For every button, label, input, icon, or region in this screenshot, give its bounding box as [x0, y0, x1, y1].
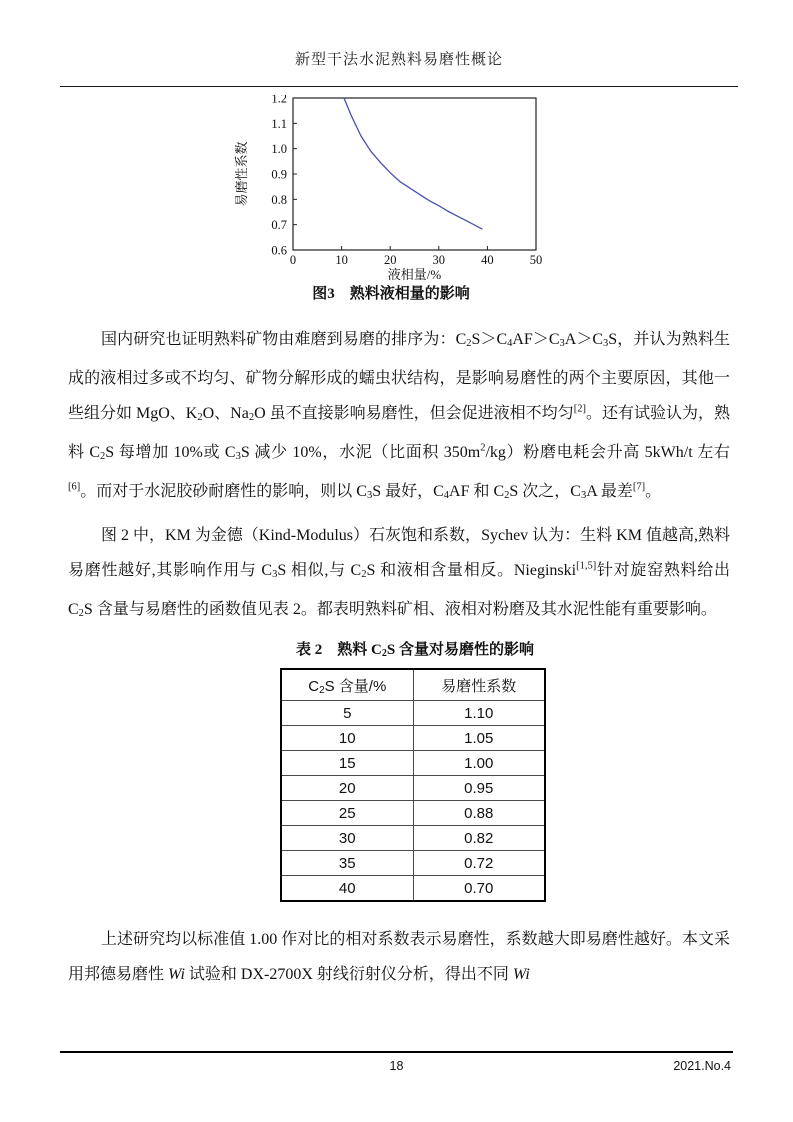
text-run: S 含量/%	[324, 677, 387, 695]
page-number: 18	[389, 1059, 404, 1073]
table-2-title	[280, 639, 550, 665]
text-run: 3	[559, 338, 565, 349]
text-run: [2]	[573, 403, 586, 415]
coefficient-cell: 1.00	[413, 751, 545, 776]
c2s-content-cell: 40	[281, 876, 413, 902]
paragraph-3	[68, 922, 730, 992]
text-run: 2	[504, 490, 510, 501]
column-header-c2s-content	[281, 669, 413, 701]
figure-3-caption: 图3 熟料液相量的影响	[312, 286, 470, 302]
y-tick-label: 0.9	[271, 167, 287, 182]
text-run: 。而对于水泥胶砂耐磨性的影响，则以 C	[80, 483, 367, 500]
text-run: O、Na	[202, 405, 249, 422]
text-run: [7]	[632, 481, 646, 493]
text-run: 图 2 中，KM 为金德（Kind-Modulus）石灰饱和系数，Sychev 认为：生料 KM 值越高,熟料易磨性越好,其影响作用与 C	[68, 527, 730, 579]
table-row	[281, 751, 545, 776]
text-run: 3	[235, 451, 241, 462]
y-tick-label: 1.0	[271, 142, 287, 157]
x-tick-label: 50	[529, 253, 543, 267]
c2s-content-cell: 15	[281, 751, 413, 776]
table-2	[280, 668, 546, 902]
x-tick-label: 40	[481, 253, 494, 267]
table-header-row	[281, 669, 545, 701]
text-run: S 相似,与 C	[277, 562, 362, 579]
c2s-content-cell: 5	[281, 701, 413, 726]
table-row	[281, 726, 545, 751]
coefficient-cell: 1.05	[413, 726, 545, 751]
c2s-content-cell: 25	[281, 801, 413, 826]
text-run: Wi	[512, 966, 530, 983]
c2s-content-cell: 35	[281, 851, 413, 876]
text-run: S 最好，C	[372, 483, 444, 500]
text-run: 。还有试验认为，熟料 C	[68, 405, 730, 461]
page-footer	[60, 1051, 733, 1073]
text-run: 2	[100, 451, 106, 462]
c2s-content-cell: 20	[281, 776, 413, 801]
x-tick-label: 30	[432, 253, 446, 267]
table-row	[281, 826, 545, 851]
y-axis-label: 易磨性系数	[234, 141, 249, 207]
grindability-curve	[344, 98, 483, 229]
coefficient-cell: 0.95	[413, 776, 545, 801]
x-tick-label: 20	[383, 253, 397, 267]
figure-3-chart	[232, 95, 550, 280]
column-header-grindability-coefficient	[413, 669, 545, 701]
text-run: 。	[645, 483, 662, 500]
text-run: 试验和 DX-2700X 射线衍射仪分析，得出不同	[184, 966, 513, 983]
text-run: Wi	[168, 966, 185, 983]
text-run: 2	[381, 648, 387, 659]
text-run: 表 2 熟料 C	[296, 642, 382, 658]
y-tick-label: 0.7	[271, 218, 287, 233]
text-run: 3	[580, 490, 587, 501]
c2s-content-cell: 30	[281, 826, 413, 851]
text-run: S 减少 10%，水泥（比面积 350m	[240, 444, 481, 461]
text-run: 2	[361, 569, 367, 580]
text-run: /kg）粉磨电耗会升高 5kWh/t 左右	[485, 444, 730, 461]
text-run: [6]	[68, 481, 81, 493]
x-tick-label: 10	[335, 253, 348, 267]
page-header-title: 新型干法水泥熟料易磨性概论	[294, 52, 503, 68]
text-run: 易磨性系数	[441, 677, 517, 695]
text-run: 3	[366, 490, 373, 501]
y-tick-label: 0.6	[271, 243, 287, 258]
table-row	[281, 776, 545, 801]
text-run: 国内研究也证明熟料矿物由难磨到易磨的排序为：C	[101, 331, 467, 348]
text-run: O 虽不直接影响易磨性，但会促进液相不均匀	[254, 405, 574, 422]
text-run: 2	[466, 338, 472, 349]
text-run: 2	[319, 684, 325, 696]
figure-3	[232, 95, 550, 304]
text-run: S，并认为熟料生成的液相过多或不均匀、矿物分解形成的蠕虫状结构，是影响易磨性的两个主要原因，其他一些组分如 MgO、K	[68, 331, 730, 422]
coefficient-cell: 0.72	[413, 851, 545, 876]
y-tick-label: 0.8	[271, 192, 287, 207]
text-run: 2	[78, 608, 84, 619]
table-row	[281, 876, 545, 902]
text-run: 上述研究均以标准值 1.00 作对比的相对系数表示易磨性，系数越大即易磨性越好。本文采用邦德易磨性	[68, 931, 730, 983]
text-run: AF 和 C	[449, 483, 505, 500]
text-run: [1,5]	[576, 560, 597, 572]
y-tick-label: 1.1	[271, 116, 287, 131]
text-run: 4	[443, 490, 450, 501]
text-run: S 次之，C	[509, 483, 581, 500]
text-run: 4	[507, 338, 513, 349]
text-run: S 含量对易磨性的影响	[386, 642, 534, 658]
text-run: A＞C	[564, 331, 603, 348]
paragraph-2	[68, 518, 730, 631]
table-row	[281, 851, 545, 876]
text-run: 2	[197, 412, 203, 423]
x-tick-label: 0	[289, 253, 297, 267]
text-run: AF＞C	[512, 331, 560, 348]
header-rule	[60, 86, 738, 87]
coefficient-cell: 1.10	[413, 701, 545, 726]
table-row	[281, 701, 545, 726]
text-run: S 每增加 10%或 C	[105, 444, 236, 461]
coefficient-cell: 0.88	[413, 801, 545, 826]
text-run: 2	[248, 412, 255, 423]
text-run: S 含量与易磨性的函数值见表 2。都表明熟料矿相、液相对粉磨及其水泥性能有重要影响。	[83, 601, 717, 618]
text-run: 针对旋窑熟料给出 C	[68, 562, 730, 618]
text-run: C	[308, 677, 320, 695]
text-run: S 和液相含量相反。Nieginski	[366, 562, 577, 579]
x-axis-label: 液相量/%	[387, 267, 442, 280]
text-run: 3	[603, 338, 609, 349]
text-run: S＞C	[471, 331, 508, 348]
text-run: A 最差	[586, 483, 633, 500]
table-row	[281, 801, 545, 826]
text-run: 2	[480, 442, 486, 454]
coefficient-cell: 0.82	[413, 826, 545, 851]
issue-label: 2021.No.4	[673, 1059, 731, 1073]
y-tick-label: 1.2	[271, 95, 287, 106]
plot-area	[293, 98, 536, 250]
coefficient-cell: 0.70	[413, 876, 545, 902]
table-2-block	[280, 639, 550, 902]
text-run: 3	[272, 569, 278, 580]
paragraph-1	[68, 322, 730, 513]
c2s-content-cell: 10	[281, 726, 413, 751]
